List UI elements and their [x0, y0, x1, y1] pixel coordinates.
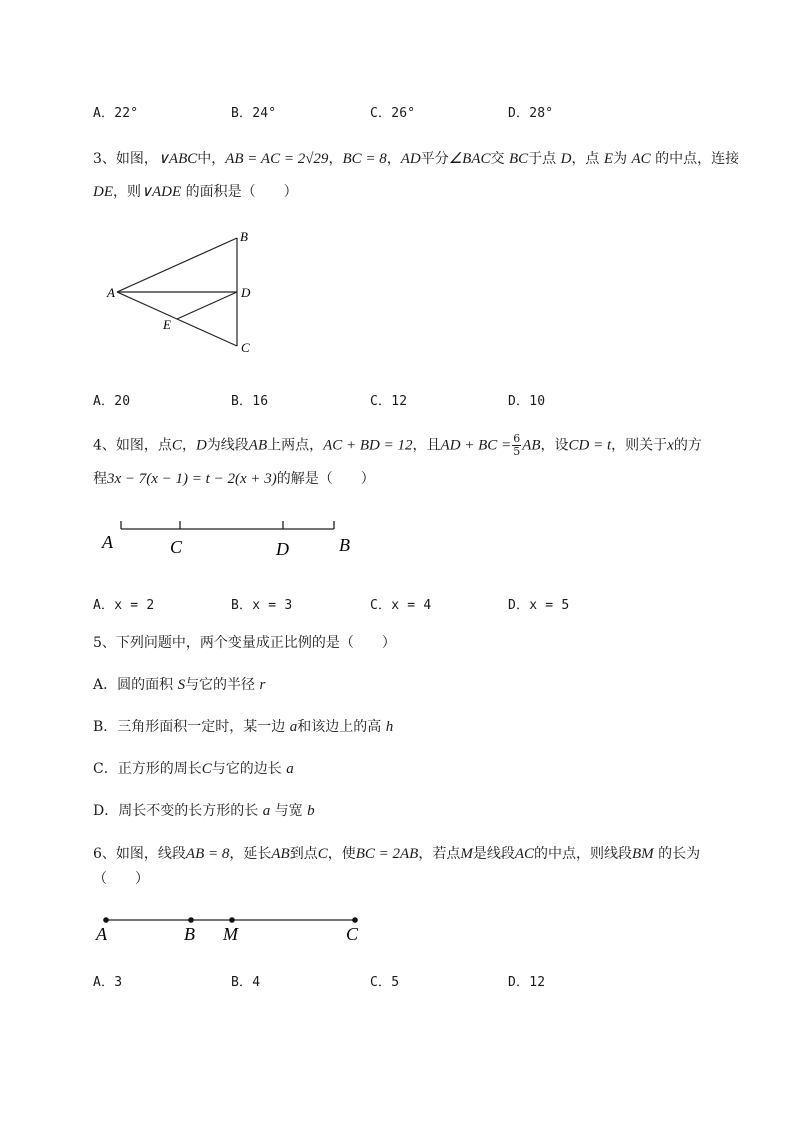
q2-option-c: C．26°	[370, 106, 416, 121]
q6-segment-figure	[92, 908, 372, 948]
q4-label-d: D	[276, 539, 289, 559]
q4-label-a: A	[102, 532, 113, 552]
q6-option-d: D．12	[508, 975, 546, 990]
q4-option-d: D．x = 5	[508, 598, 570, 613]
q5-option-a: A．圆的面积 S与它的半径 r	[93, 677, 266, 693]
q6-stem-line1: 6、如图，线段AB = 8，延长AB到点C，使BC = 2AB，若点M是线段AC的中点，则线段BM 的长为	[93, 846, 701, 862]
q3-label-d: D	[241, 285, 251, 300]
q3-stem-line1: 3、如图，∨ABC中，AB = AC = 2√29，BC = 8，AD平分∠BAC交 BC于点 D，点 E为 AC 的中点，连接	[93, 151, 740, 167]
q6-label-b: B	[184, 924, 195, 944]
q4-stem-line1: 4、如图，点C，D为线段AB上两点，AC + BD = 12，且AD + BC = $\frac{6}{5}$ AB，设CD = t，则关于x的方	[93, 432, 702, 458]
q6-option-a: A．3	[93, 975, 123, 990]
q4-label-b: B	[339, 535, 350, 555]
q6-option-c: C．5	[370, 975, 400, 990]
q6-option-b: B．4	[231, 975, 261, 990]
q6-label-m: M	[223, 924, 238, 944]
q4-segment-figure	[95, 515, 365, 565]
q4-stem-line2: 程3x − 7(x − 1) = t − 2(x + 3)的解是（ ）	[93, 471, 375, 487]
q3-option-b: B．16	[231, 394, 269, 409]
q5-option-c: C．正方形的周长C与它的边长 a	[93, 761, 294, 777]
q4-option-a: A．x = 2	[93, 598, 155, 613]
q5-option-d: D．周长不变的长方形的长 a 与宽 b	[93, 803, 315, 819]
q3-option-d: D．10	[508, 394, 546, 409]
q2-option-d: D．28°	[508, 106, 554, 121]
q2-option-a: A．22°	[93, 106, 139, 121]
q4-option-b: B．x = 3	[231, 598, 293, 613]
q5-stem: 5、下列问题中，两个变量成正比例的是（ ）	[93, 635, 396, 651]
q4-option-c: C．x = 4	[370, 598, 432, 613]
q3-label-b: B	[240, 229, 248, 244]
q3-triangle-figure	[100, 222, 270, 362]
q3-label-c: C	[241, 340, 250, 355]
q3-stem-line2: DE，则∨ADE 的面积是（ ）	[93, 184, 298, 200]
q3-label-e: E	[163, 317, 171, 332]
q6-label-c: C	[346, 924, 359, 944]
q6-label-a: A	[96, 924, 107, 944]
q3-option-a: A．20	[93, 394, 131, 409]
q4-fraction: $\frac{6}{5}$	[513, 432, 521, 458]
q2-option-b: B．24°	[231, 106, 277, 121]
q3-label-a: A	[107, 285, 115, 300]
q3-option-c: C．12	[370, 394, 408, 409]
q4-label-c: C	[170, 537, 183, 557]
q6-stem-line2: （ ）	[93, 871, 149, 887]
q5-option-b: B．三角形面积一定时，某一边 a和该边上的高 h	[93, 719, 394, 735]
